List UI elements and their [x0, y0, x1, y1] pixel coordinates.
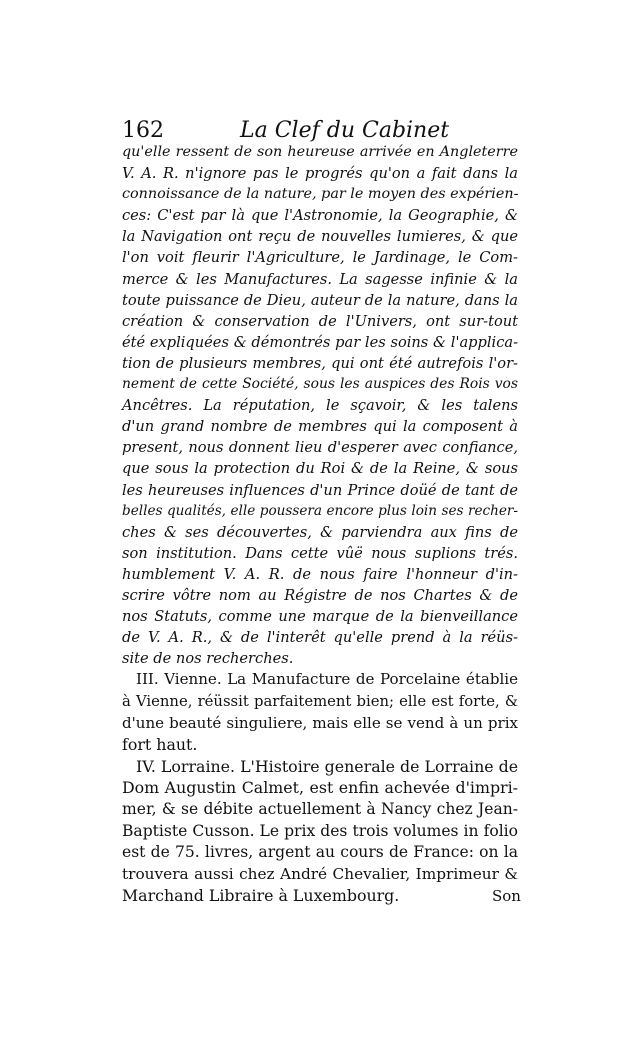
text-line: d'un grand nombre de membres qui la composent à [122, 418, 518, 436]
text-line: ches & ses découvertes, & parviendra aux fins de [122, 523, 518, 541]
text-line: connoissance de la nature, par le moyen des expérien- [122, 186, 519, 203]
text-line: Marchand Libraire à Luxembourg. [122, 886, 400, 906]
text-line: que sous la protection du Roi & de la Reine, & sous [122, 460, 518, 478]
text-line: mer, & se débite actuellement à Nancy chez Jean- [122, 799, 518, 818]
text-line: III. Vienne. La Manufacture de Porcelaine établie [136, 670, 518, 689]
text-line: scrire vôtre nom au Régistre de nos Chartes & de [122, 586, 518, 604]
text-line: l'on voit fleurir l'Agriculture, le Jardinage, le Com- [122, 249, 518, 267]
running-title: La Clef du Cabinet [240, 118, 450, 143]
text-line: d'une beauté singuliere, mais elle se vend à un prix [122, 713, 518, 732]
catchword: Son [492, 887, 521, 905]
text-line: V. A. R. n'ignore pas le progrés qu'on a fait dans la [122, 165, 518, 183]
text-line: trouvera aussi chez André Chevalier, Imprimeur & [122, 864, 518, 883]
text-line: Ancêtres. La réputation, le sçavoir, & les talens [122, 397, 518, 415]
text-line: est de 75. livres, argent au cours de France: on la [122, 843, 518, 862]
text-line: Dom Augustin Calmet, est enfin achevée d'impri- [122, 778, 518, 798]
text-line: à Vienne, réüssit parfaitement bien; elle est forte, & [122, 692, 518, 710]
text-line: IV. Lorraine. L'Histoire generale de Lorraine de [136, 756, 519, 776]
text-line: son institution. Dans cette vûë nous suplions trés. [122, 544, 518, 562]
body-text [122, 142, 518, 907]
text-line: été expliquées & démontrés par les soins & l'applica- [122, 333, 518, 351]
text-line: Baptiste Cusson. Le prix des trois volumes in folio [122, 821, 518, 840]
text-line: fort haut. [122, 735, 198, 755]
text-line: nement de cette Société, sous les auspices des Rois vos [122, 376, 518, 393]
page-number: 162 [122, 118, 164, 143]
text-line: tion de plusieurs membres, qui ont été autrefois l'or- [122, 354, 518, 372]
text-line: de V. A. R., & de l'interêt qu'elle prend à la réüs- [122, 629, 518, 647]
text-line: nos Statuts, comme une marque de la bienveillance [122, 608, 518, 626]
text-line: la Navigation ont reçu de nouvelles lumieres, & que [122, 228, 518, 246]
text-line: merce & les Manufactures. La sagesse infinie & la [122, 270, 518, 288]
text-line: site de nos recherches. [122, 650, 294, 668]
text-line: qu'elle ressent de son heureuse arrivée en Angleterre [122, 144, 518, 160]
text-line: present, nous donnent lieu d'esperer avec confiance, [122, 439, 518, 457]
text-line: création & conservation de l'Univers, ont sur-tout [122, 312, 518, 330]
text-line: humblement V. A. R. de nous faire l'honneur d'in- [122, 565, 518, 583]
text-line: belles qualités, elle poussera encore plus loin ses recher- [122, 502, 518, 519]
text-line: toute puissance de Dieu, auteur de la nature, dans la [122, 291, 518, 309]
text-line: ces: C'est par là que l'Astronomie, la Geographie, & [122, 207, 518, 225]
text-line: les heureuses influences d'un Prince doüé de tant de [122, 481, 518, 499]
